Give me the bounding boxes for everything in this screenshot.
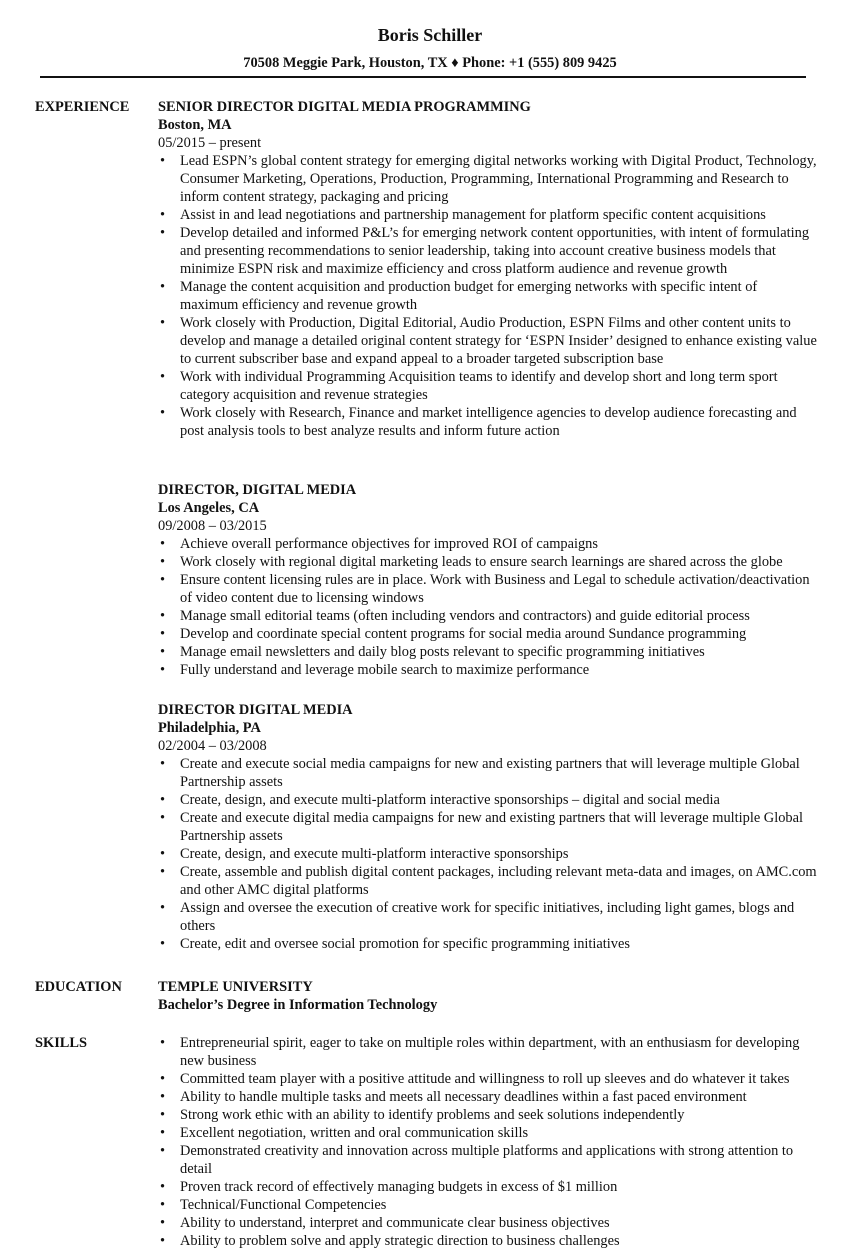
job-entry <box>158 701 818 953</box>
list-item: • Proven track record of effectively managing budgets in excess of $1 million <box>158 1178 818 1196</box>
job-dates: 05/2015 – present <box>158 135 262 151</box>
skills-list <box>158 1034 818 1250</box>
list-item: • Demonstrated creativity and innovation across multiple platforms and applications with strong attention to detail <box>158 1142 818 1178</box>
list-item: • Create, design, and execute multi-platform interactive sponsorships <box>158 845 818 863</box>
list-item: • Manage email newsletters and daily blog posts relevant to specific programming initiatives <box>158 643 818 661</box>
degree: Bachelor’s Degree in Information Technology <box>158 997 438 1013</box>
job-location: Boston, MA <box>158 117 232 133</box>
job-bullets <box>158 152 818 440</box>
job-bullets <box>158 755 818 953</box>
list-item: • Fully understand and leverage mobile search to maximize performance <box>158 661 818 679</box>
list-item: • Create, design, and execute multi-platform interactive sponsorships – digital and social media <box>158 791 818 809</box>
school-name: TEMPLE UNIVERSITY <box>158 979 313 995</box>
experience-section-label: EXPERIENCE <box>35 99 130 115</box>
skills-bullets <box>158 1034 818 1250</box>
job-dates: 09/2008 – 03/2015 <box>158 518 267 534</box>
education-section-label: EDUCATION <box>35 979 122 995</box>
list-item: • Work closely with regional digital marketing leads to ensure search learnings are shared across the globe <box>158 553 818 571</box>
list-item: • Create and execute digital media campaigns for new and existing partners that will leverage multiple Global Partnership assets <box>158 809 818 845</box>
list-item: • Manage small editorial teams (often including vendors and contractors) and guide editorial process <box>158 607 818 625</box>
job-bullets <box>158 535 818 679</box>
job-title: DIRECTOR, DIGITAL MEDIA <box>158 482 357 498</box>
list-item: • Committed team player with a positive attitude and willingness to roll up sleeves and do whatever it takes <box>158 1070 818 1088</box>
job-location: Los Angeles, CA <box>158 500 260 516</box>
list-item: • Develop and coordinate special content programs for social media around Sundance programming <box>158 625 818 643</box>
skills-section-label: SKILLS <box>35 1035 87 1051</box>
job-entry <box>158 98 818 440</box>
list-item: • Ensure content licensing rules are in place. Work with Business and Legal to schedule activation/deactivation of video content due to licensing windows <box>158 571 818 607</box>
list-item: • Assist in and lead negotiations and partnership management for platform specific content acquisitions <box>158 206 818 224</box>
list-item: • Ability to understand, interpret and communicate clear business objectives <box>158 1214 818 1232</box>
list-item: • Develop detailed and informed P&L’s for emerging network content opportunities, with intent of formulating and presenting recommendations to senior leadership, taking into account creative business models that minimize ESPN risk and maximize efficiency and cross platform audience and revenue growth <box>158 224 818 278</box>
education-entry <box>158 978 818 1014</box>
list-item: • Technical/Functional Competencies <box>158 1196 818 1214</box>
list-item: • Work closely with Production, Digital Editorial, Audio Production, ESPN Films and other content units to develop and manage a detailed original content strategy for ‘ESPN Insider’ designed to enhance existing value to current subscriber base and expand appeal to a broader targeted subscription base <box>158 314 818 368</box>
list-item: • Manage the content acquisition and production budget for emerging networks with specific intent of maximum efficiency and revenue growth <box>158 278 818 314</box>
list-item: • Work closely with Research, Finance and market intelligence agencies to develop audience forecasting and post analysis tools to best analyze results and inform future action <box>158 404 818 440</box>
candidate-name: Boris Schiller <box>377 25 483 45</box>
list-item: • Lead ESPN’s global content strategy for emerging digital networks working with Digital Product, Technology, Consumer Marketing, Operations, Production, Programming, International Programming and Research to inform content strategy, packaging and pricing <box>158 152 818 206</box>
job-location: Philadelphia, PA <box>158 720 261 736</box>
list-item: • Excellent negotiation, written and oral communication skills <box>158 1124 818 1142</box>
list-item: • Entrepreneurial spirit, eager to take on multiple roles within department, with an enthusiasm for developing new business <box>158 1034 818 1070</box>
list-item: • Create and execute social media campaigns for new and existing partners that will leverage multiple Global Partnership assets <box>158 755 818 791</box>
job-title: SENIOR DIRECTOR DIGITAL MEDIA PROGRAMMING <box>158 99 531 115</box>
list-item: • Ability to handle multiple tasks and meets all necessary deadlines within a fast paced environment <box>158 1088 818 1106</box>
list-item: • Achieve overall performance objectives for improved ROI of campaigns <box>158 535 818 553</box>
contact-line: 70508 Meggie Park, Houston, TX ♦ Phone: +1 (555) 809 9425 <box>243 55 617 71</box>
job-title: DIRECTOR DIGITAL MEDIA <box>158 702 353 718</box>
header-divider <box>40 76 806 78</box>
list-item: • Create, edit and oversee social promotion for specific programming initiatives <box>158 935 818 953</box>
job-entry <box>158 481 818 679</box>
list-item: • Assign and oversee the execution of creative work for specific initiatives, including light games, blogs and others <box>158 899 818 935</box>
list-item: • Strong work ethic with an ability to identify problems and seek solutions independently <box>158 1106 818 1124</box>
job-dates: 02/2004 – 03/2008 <box>158 738 267 754</box>
resume-header <box>0 24 860 72</box>
list-item: • Ability to problem solve and apply strategic direction to business challenges <box>158 1232 818 1250</box>
list-item: • Create, assemble and publish digital content packages, including relevant meta-data and images, on AMC.com and other AMC digital platforms <box>158 863 818 899</box>
list-item: • Work with individual Programming Acquisition teams to identify and develop short and long term sport category acquisition and revenue strategies <box>158 368 818 404</box>
